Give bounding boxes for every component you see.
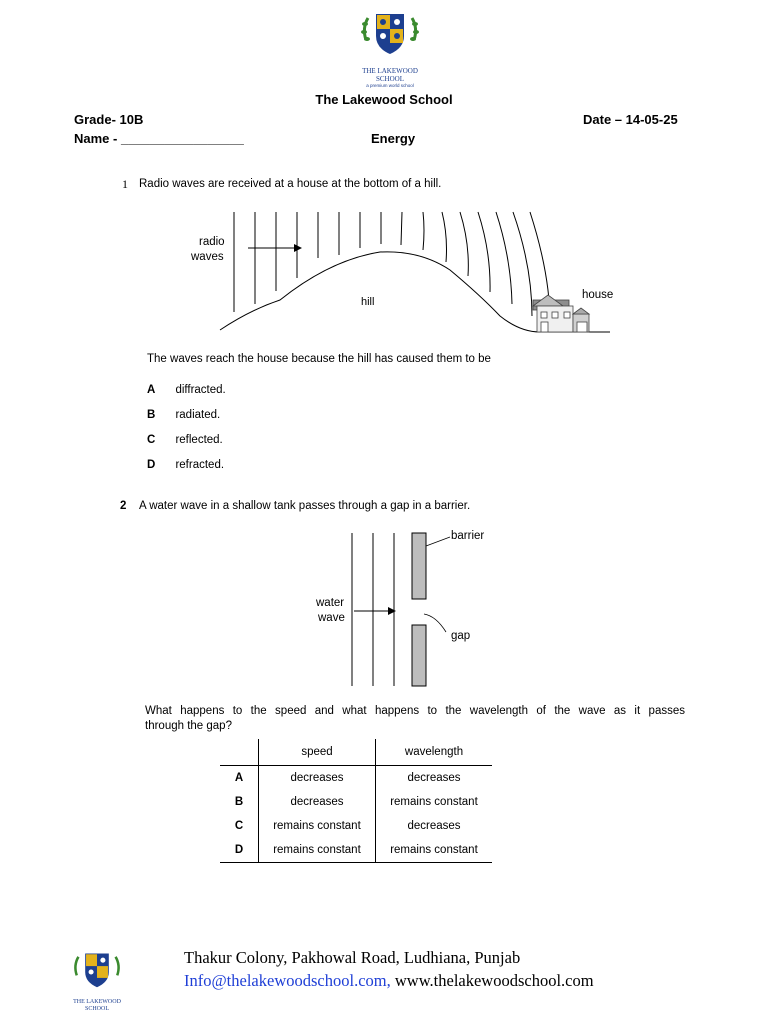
label-radio: radio [199,236,225,248]
arrow-icon [354,607,396,615]
footer-address: Thakur Colony, Pakhowal Road, Ludhiana, Punjab [184,948,521,967]
date-label: Date – 14-05-25 [583,112,678,127]
q2-question: A water wave in a shallow tank passes through a gap in a barrier. [139,500,471,512]
table-header-row [220,739,492,766]
col-wavelength: wavelength [376,739,493,766]
name-field: Name - _________________ [74,131,244,146]
grade-label: Grade- 10B [74,112,144,127]
crest-icon [358,10,422,62]
footer-contact [184,971,594,991]
q1-question: Radio waves are received at a house at the bottom of a hill. [139,178,442,190]
crest-icon [70,950,124,994]
col-speed: speed [259,739,376,766]
school-name: The Lakewood School [315,92,453,107]
hill-outline [220,252,540,332]
subject-title: Energy [371,131,416,146]
barrier-top [412,533,426,599]
logo-text: THE LAKEWOOD SCHOOL [362,67,418,83]
logo-tagline: a premium world school [366,83,414,88]
barrier-bottom [412,625,426,686]
wave-lines [234,212,550,322]
q1-options [147,380,226,480]
barrier-diagram [340,528,500,690]
label-barrier: barrier [451,530,485,542]
answer-table [220,739,492,863]
house-icon [533,295,589,332]
label-waves: waves [191,251,224,263]
q2-stem-line1: What happens to the speed and what happens to the wavelength of the wave as it passes [145,705,685,717]
table-row: D remains constant remains constant [220,838,492,863]
footer-logo [70,950,124,1014]
label-gap: gap [451,630,471,642]
table-row: C remains constant decreases [220,814,492,838]
hill-diagram [180,200,620,340]
option-d: D refracted. [147,459,225,471]
table-row: A decreases decreases [220,766,492,791]
option-c: C reflected. [147,434,223,446]
footer-logo-text: THE LAKEWOOD SCHOOL [73,999,121,1012]
table-row: B decreases remains constant [220,790,492,814]
label-water: water [316,597,345,609]
option-a: A diffracted. [147,384,226,396]
wavefront-lines [352,533,394,686]
label-house: house [582,289,614,301]
option-b: B radiated. [147,409,221,421]
email-link[interactable]: Info@thelakewoodschool.com, [184,971,391,990]
label-hill: hill [361,296,375,308]
q1-stem: The waves reach the house because the hill has caused them to be [147,353,491,365]
q1-number: 1 [122,177,128,191]
q2-stem-line2: through the gap? [145,720,232,732]
school-logo [358,10,422,88]
q2-number: 2 [120,500,127,512]
label-wave: wave [318,612,345,624]
arrow-icon [248,244,302,252]
website-link[interactable]: www.thelakewoodschool.com [390,971,594,990]
